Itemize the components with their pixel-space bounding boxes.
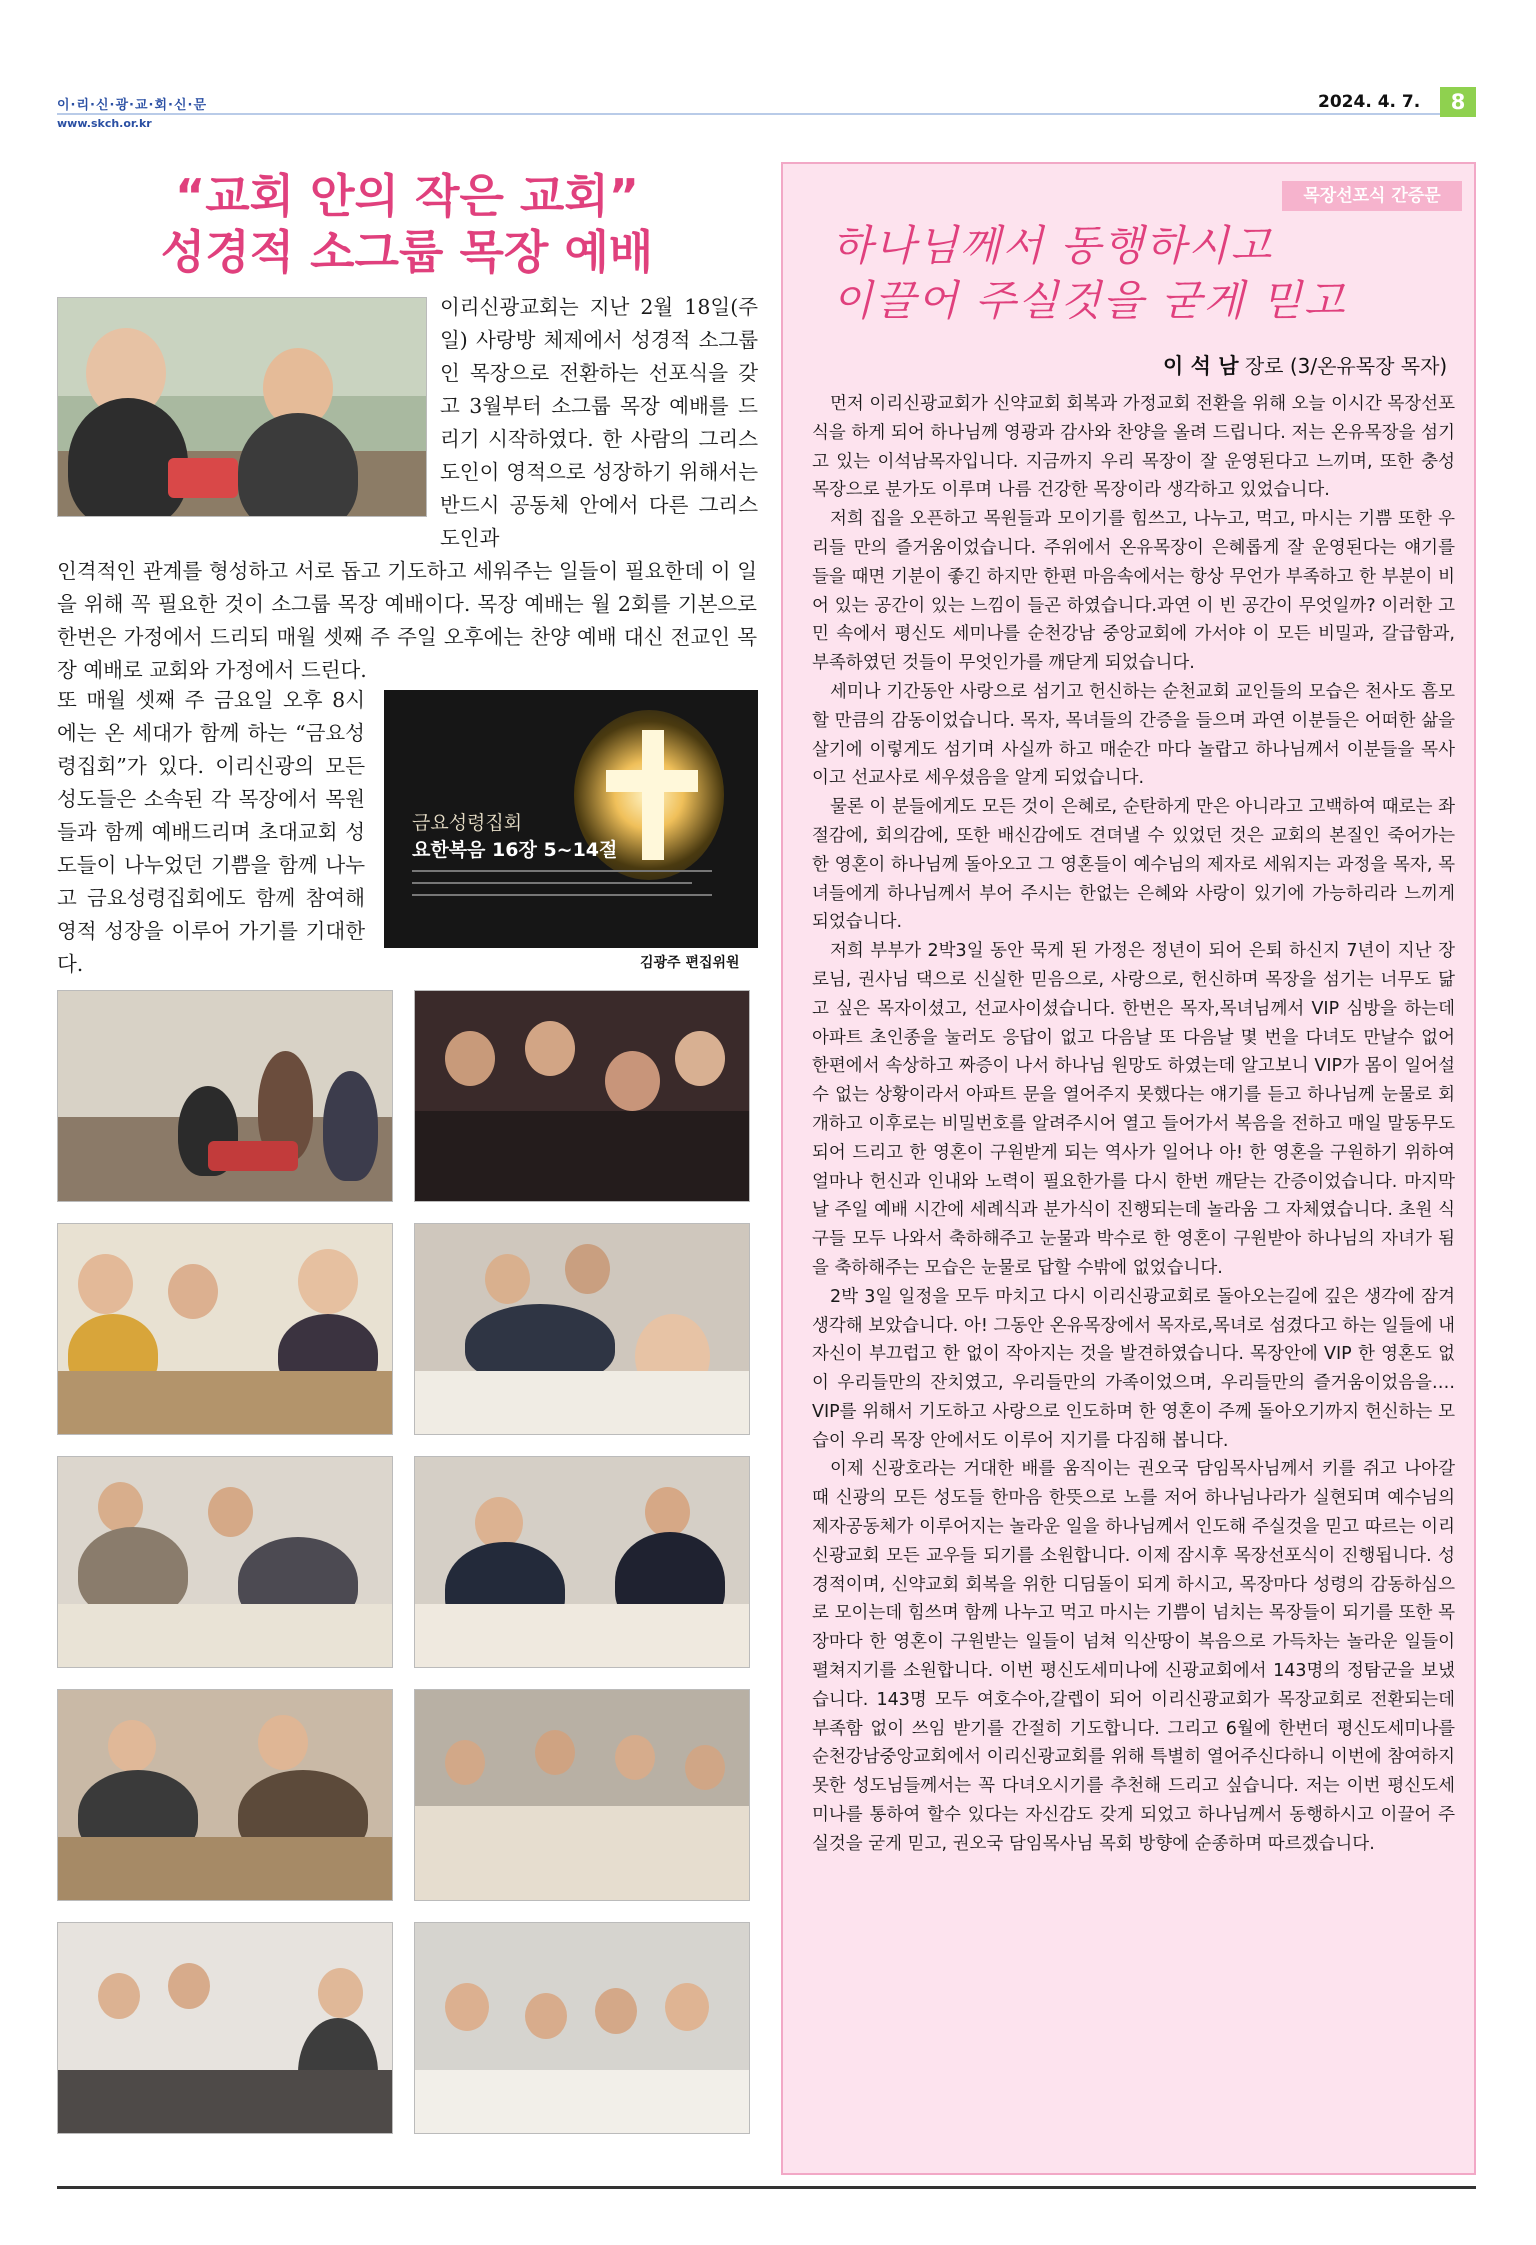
flyer-subtitle: 요한복음 16장 5~14절 — [412, 839, 618, 861]
testimony-paragraph: 세미나 기간동안 사랑으로 섬기고 헌신하는 순천교회 교인들의 모습은 천사도 흠모할 만큼의 감동이었습니다. 목자, 목녀들의 간증을 들으며 과연 이분들은 어떠한 삶을 살기에 이렇게도 섬기며 사실까 하고 매순간 마다 놀랍고 하나님께서 이분들을 목사이고 선교사로 세우셨음을 알게 되었습니다. — [812, 681, 1455, 789]
friday-service-flyer — [384, 690, 758, 948]
photo-bible-study-1 — [57, 1456, 393, 1668]
testimony-paragraph: 먼저 이리신광교회가 신약교회 회복과 가정교회 전환을 위해 오늘 이시간 목장선포식을 하게 되어 하나님께 영광과 감사와 찬양을 올려 드립니다. 저는 온유목장을 섬기고 있는 이석남목자입니다. 지금까지 우리 목장이 잘 운영된다고 느끼며, 또한 충성 목장으로 분가도 이루며 나름 건강한 목장이라 생각하고 있었습니다. — [812, 394, 1455, 501]
photo-worship-crowd — [414, 990, 750, 1202]
cross-icon — [642, 730, 664, 860]
newspaper-name: 이·리·신·광·교·회·신·문 — [57, 98, 208, 113]
testimony-paragraph: 저희 집을 오픈하고 목원들과 모이기를 힘쓰고, 나누고, 먹고, 마시는 기쁨 또한 우리들 만의 즐거움이었습니다. 주위에서 온유목장이 은혜롭게 잘 운영된다는 얘기를 들을 때면 기분이 좋긴 하지만 한편 마음속에서는 항상 무언가 부족하고 한 부분이 비어 있는 공간이 있는 느낌이 들곤 하였습니다.과연 이 빈 공간이 무엇일까? 이러한 고민 속에서 평신도 세미나를 순천강남 중앙교회에 가서야 이 모든 비밀과, 갈급함과, 부족하였던 것들이 무엇인가를 깨닫게 되었습니다. — [812, 509, 1455, 674]
page-number-badge: 8 — [1440, 87, 1476, 117]
lead-photo-two-women — [57, 297, 427, 517]
photo-group-meeting-1 — [57, 990, 393, 1202]
article-paragraph-1a: 이리신광교회는 지난 2월 18일(주일) 사랑방 체제에서 성경적 소그룹인 목장으로 전환하는 선포식을 갖고 3월부터 소그룹 목장 예배를 드리기 시작하였다. 한 사람의 그리스도인이 영적으로 성장하기 위해서는 반드시 공동체 안에서 다른 그리스도인과 — [440, 295, 758, 550]
header-divider — [57, 113, 1476, 115]
testimony-paragraph: 이제 신광호라는 거대한 배를 움직이는 권오국 담임목사님께서 키를 쥐고 나아갈 때 신광의 모든 성도들 한마음 한뜻으로 노를 저어 하나님나라가 실현되며 예수님의 제자공동체가 이루어지는 놀라운 일을 하나님께서 인도해 주실것을 믿고 따르는 이리신광교회 모든 교우들 되기를 소원합니다. 이제 잠시후 목장선포식이 진행됩니다. 성경적이며, 신약교회 회복을 위한 디딤돌이 되게 하시고, 목장마다 성령의 감동하심으로 모이는데 힘쓰며 함께 나누고 먹고 마시는 기쁨이 넘치는 목장들이 되기를 또한 목장마다 한 영혼이 구원받는 일들이 넘쳐 익산땅이 복음으로 가득차는 놀라운 일들이 펼쳐지기를 소원합니다. 이번 평신도세미나에 신광교회에서 143명의 정탐군을 보냈습니다. 143명 모두 여호수아,갈렙이 되어 이리신광교회가 목장교회로 전환되는데 부족함 없이 쓰임 받기를 간절히 기도합니다. 그리고 6월에 한번더 평신도세미나를 순천강남중앙교회에서 이리신광교회를 위해 특별히 열어주신다하니 이번에 참여하지 못한 성도님들께서는 꼭 다녀오시기를 추천해 드리고 싶습니다. 저는 이번 평신도세미나를 통하여 할수 있다는 자신감도 갖게 되었고 하나님께서 동행하시고 이끌어 주실것을 굳게 믿고, 권오국 담임목사님 목회 방향에 순종하며 따르겠습니다. — [812, 1459, 1455, 1854]
author-name: 이 석 남 — [1163, 354, 1239, 378]
photo-reading-scripture — [57, 1689, 393, 1901]
flyer-title: 금요성령집회 — [412, 812, 523, 834]
photo-restaurant-group — [414, 1689, 750, 1901]
photo-bible-study-2 — [414, 1456, 750, 1668]
photo-cafe-group — [57, 1922, 393, 2134]
article-paragraph-2: 또 매월 셋째 주 금요일 오후 8시에는 온 세대가 함께 하는 “금요성령집회”가 있다. 이리신광의 모든 성도들은 소속된 각 목장에서 목원들과 함께 예배드리며 초대교회 성도들이 나누었던 기쁨을 함께 나누고 금요성령집회에도 함께 참여해 영적 성장을 이루어 가기를 기대한다. — [57, 688, 365, 976]
testimony-paragraph: 물론 이 분들에게도 모든 것이 은혜로, 순탄하게 만은 아니라고 고백하여 때로는 좌절감에, 회의감에, 또한 배신감에도 견뎌낼 수 있었던 것은 교회의 본질인 죽어가는 한 영혼이 하나님께 돌아오고 그 영혼들이 예수님의 제자로 세워지는 과정을 목자, 목녀들에게 하나님께서 부어 주시는 한없는 은혜와 사랑이 있기에 가능하리라 느끼게 되었습니다. — [812, 797, 1455, 933]
website-url[interactable]: www.skch.or.kr — [57, 117, 152, 130]
article-headline: 성경적 소그룹 목장 예배 — [160, 225, 654, 279]
article-paragraph-1b: 인격적인 관계를 형성하고 서로 돕고 기도하고 세워주는 일들이 필요한데 이 일을 위해 꼭 필요한 것이 소그룹 목장 예배이다. 목장 예배는 월 2회를 기본으로 한번은 가정에서 드리되 매월 셋째 주 주일 오후에는 찬양 예배 대신 전교인 목장 예배로 교회와 가정에서 드린다. — [57, 559, 757, 682]
photo-women-table — [57, 1223, 393, 1435]
footer-divider — [57, 2186, 1476, 2189]
testimony-author — [1163, 350, 1447, 380]
author-role: 장로 (3/온유목장 목자) — [1244, 354, 1448, 378]
article-headline-quote: “교회 안의 작은 교회” — [175, 169, 639, 223]
article-byline: 김광주 편집위원 — [640, 955, 740, 971]
testimony-section-tag: 목장선포식 간증문 — [1282, 181, 1462, 211]
photo-dining-hall-group — [414, 1922, 750, 2134]
testimony-paragraph: 2박 3일 일정을 모두 마치고 다시 이리신광교회로 돌아오는길에 깊은 생각에 잠겨 생각해 보았습니다. 아! 그동안 온유목장에서 목자로,목녀로 섬겼다고 하는 일들에 내 자신이 부끄럽고 한 없이 작아지는 것을 발견하였습니다. 목장안에 VIP 한 영혼도 없이 우리들만의 잔치였고, 우리들만의 가족이었으며, 우리들만의 즐거움이었음을…. VIP를 위해서 기도하고 사랑으로 인도하며 한 영혼이 주께 돌아오기까지 헌신하는 모습이 우리 목장 안에서도 이루어 지기를 다짐해 봅니다. — [812, 1286, 1455, 1451]
testimony-headline-line-2: 이끌어 주실것을 굳게 믿고 — [832, 276, 1347, 325]
testimony-paragraph: 저희 부부가 2박3일 동안 묵게 된 가정은 정년이 되어 은퇴 하신지 7년이 지난 장로님, 권사님 댁으로 신실한 믿음으로, 사랑으로, 헌신하며 목장을 섬기는 너무도 닮고 싶은 목자이셨고, 선교사이셨습니다. 한번은 목자,목녀님께서 VIP 심방을 하는데 아파트 초인종을 눌러도 응답이 없고 다음날 또 다음날 몇 번을 다녀도 만날수 없어 한편에서 속상하고 짜증이 나서 하나님 원망도 하였는데 알고보니 VIP가 몸이 일어설수 없는 상황이라서 아파트 문을 열어주지 못했다는 얘기를 듣고 하나님께 눈물로 회개하고 이후로는 비밀번호를 알려주시어 열고 들어가서 복음을 전하고 매일 말동무도 되어 드리고 한 영혼이 구원받게 되는 역사가 일어나 아! 한 영혼을 구원하기 위하여 얼마나 헌신과 인내와 노력이 필요한가를 다시 한번 깨닫는 간증이었습니다. 마지막날 주일 예배 시간에 세례식과 분가식이 진행되는데 놀라움 그 자체였습니다. 초원 식구들 모두 나와서 축하해주고 눈물과 박수로 한 영혼이 구원받아 하나님의 자녀가 됨을 축하해주는 모습은 눈물로 답할 수밖에 없었습니다. — [812, 941, 1455, 1278]
issue-date: 2024. 4. 7. — [1318, 92, 1421, 112]
testimony-body — [812, 390, 1455, 1859]
photo-dinner-gathering — [414, 1223, 750, 1435]
testimony-headline-line-1: 하나님께서 동행하시고 — [832, 221, 1274, 270]
